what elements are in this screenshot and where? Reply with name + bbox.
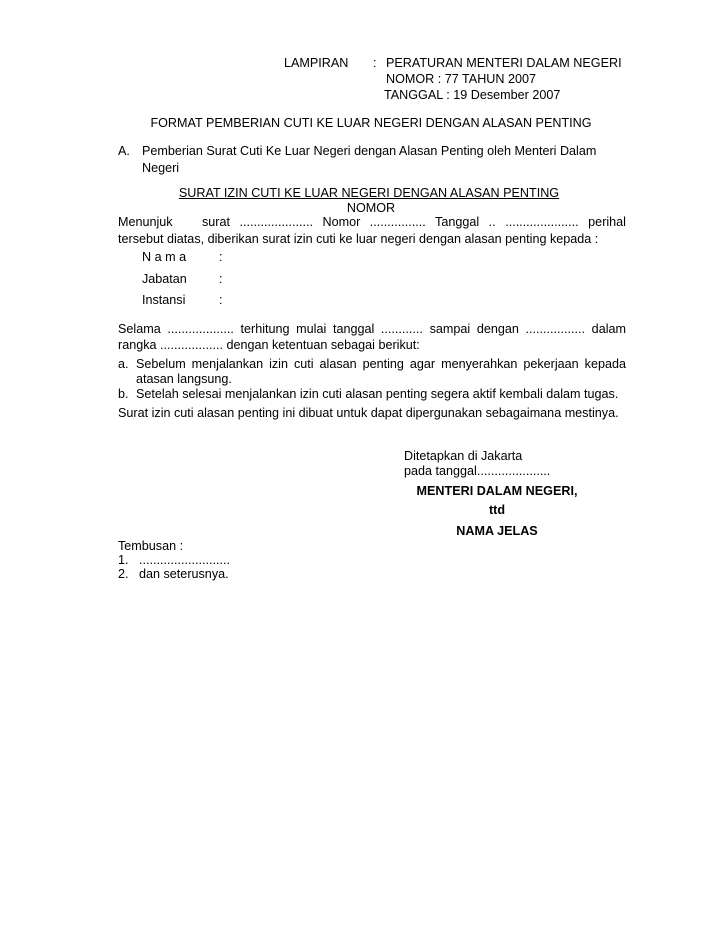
section-a-line1: Pemberian Surat Cuti Ke Luar Negeri dengan Alasan Penting oleh Menteri Dalam	[142, 144, 597, 158]
regulation-number: NOMOR : 77 TAHUN 2007	[386, 72, 537, 86]
signature-official: MENTERI DALAM NEGERI,	[416, 484, 578, 498]
field-nama-colon: :	[219, 250, 223, 264]
signature-date: pada tanggal.....................	[404, 464, 551, 478]
selama-line2: rangka .................. dengan ketentuan sebagai berikut:	[118, 338, 420, 352]
selama-line1: Selama ................... terhitung mulai tanggal ............ sampai dengan ................. dalam	[118, 322, 626, 336]
regulation-title: PERATURAN MENTERI DALAM NEGERI	[386, 56, 622, 70]
tembusan-label: Tembusan :	[118, 539, 184, 553]
condition-b-marker: b.	[118, 387, 129, 401]
letter-heading: SURAT IZIN CUTI KE LUAR NEGERI DENGAN ALASAN PENTING	[178, 186, 560, 200]
condition-b-line1: Setelah selesai menjalankan izin cuti alasan penting segera aktif kembali dalam tugas.	[136, 387, 619, 401]
field-nama-label: N a m a	[142, 250, 187, 264]
tembusan-item-2-marker: 2.	[118, 567, 129, 581]
section-a-marker: A.	[118, 144, 130, 158]
intro-line2: tersebut diatas, diberikan surat izin cuti ke luar negeri dengan alasan penting kepada :	[118, 232, 599, 246]
condition-a-line2: atasan langsung.	[136, 372, 232, 386]
menunjuk-rest: surat ..................... Nomor ................ Tanggal .. ..................... perihal	[202, 215, 626, 229]
field-jabatan-colon: :	[219, 272, 223, 286]
signature-ttd: ttd	[488, 503, 506, 517]
tembusan-item-1-text: ..........................	[139, 553, 230, 567]
menunjuk-word: Menunjuk	[118, 215, 173, 229]
regulation-date: TANGGAL : 19 Desember 2007	[384, 88, 561, 102]
field-jabatan-label: Jabatan	[142, 272, 187, 286]
lampiran-label: LAMPIRAN	[284, 56, 349, 70]
condition-a-line1: Sebelum menjalankan izin cuti alasan penting agar menyerahkan pekerjaan kepada	[136, 357, 626, 371]
letter-nomor: NOMOR	[346, 201, 396, 215]
signature-place: Ditetapkan di Jakarta	[404, 449, 523, 463]
field-instansi-colon: :	[219, 293, 223, 307]
document-title: FORMAT PEMBERIAN CUTI KE LUAR NEGERI DENGAN ALASAN PENTING	[150, 116, 592, 130]
signature-name: NAMA JELAS	[456, 524, 538, 538]
closing-text: Surat izin cuti alasan penting ini dibuat untuk dapat dipergunakan sebagaimana mestinya.	[118, 406, 619, 420]
condition-a-marker: a.	[118, 357, 129, 371]
lampiran-colon: :	[373, 56, 377, 70]
section-a-line2: Negeri	[142, 161, 180, 175]
tembusan-item-2-text: dan seterusnya.	[139, 567, 229, 581]
field-instansi-label: Instansi	[142, 293, 186, 307]
tembusan-item-1-marker: 1.	[118, 553, 129, 567]
